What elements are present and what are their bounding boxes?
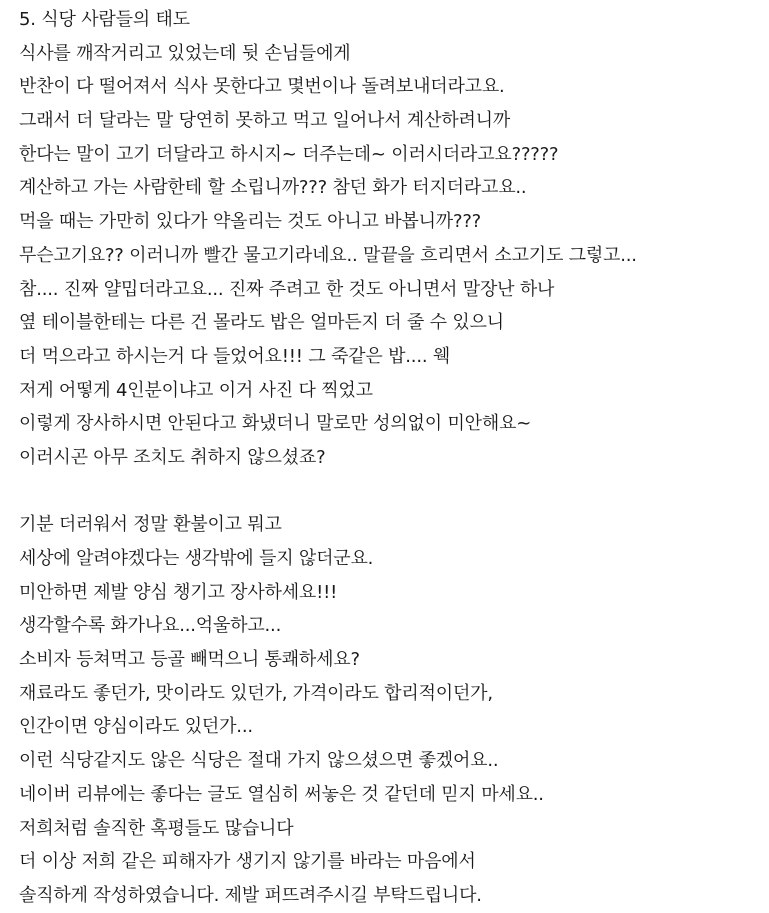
paragraph-1	[19, 37, 764, 475]
text-line: 저희처럼 솔직한 혹평들도 많습니다	[19, 817, 294, 839]
text-line: 그래서 더 달라는 말 당연히 못하고 먹고 일어나서 계산하려니까	[19, 110, 511, 132]
text-line: 솔직하게 작성하였습니다. 제발 퍼뜨려주시길 부탁드립니다.	[19, 884, 482, 906]
text-line: 세상에 알려야겠다는 생각밖에 들지 않더군요.	[19, 548, 374, 569]
post-heading: 5. 식당 사람들의 태도	[19, 9, 190, 30]
text-line: 미안하면 제발 양심 챙기고 장사하세요!!!	[19, 581, 338, 603]
text-line: 네이버 리뷰에는 좋다는 글도 열심히 써놓은 것 같던데 믿지 마세요..	[19, 783, 544, 805]
text-line: 식사를 깨작거리고 있었는데 뒷 손님들에게	[19, 42, 351, 64]
text-line: 이러시곤 아무 조치도 취하지 않으셨죠?	[19, 446, 326, 468]
text-line: 이런 식당같지도 않은 식당은 절대 가지 않으셨으면 좋겠어요..	[19, 750, 499, 772]
text-line: 생각할수록 화가나요...억울하고...	[19, 615, 282, 637]
text-line: 더 먹으라고 하시는거 다 들었어요!!! 그 죽같은 밥.... 웩	[19, 345, 451, 367]
post-body	[19, 3, 764, 913]
text-line: 인간이면 양심이라도 있던가...	[19, 716, 253, 738]
text-line: 저게 어떻게 4인분이냐고 이거 사진 다 찍었고	[19, 379, 373, 401]
text-line: 옆 테이블한테는 다른 건 몰라도 밥은 얼마든지 더 줄 수 있으니	[19, 312, 504, 334]
text-line: 더 이상 저희 같은 피해자가 생기지 않기를 바라는 마음에서	[19, 851, 476, 873]
text-line: 무슨고기요?? 이러니까 빨간 물고기라네요.. 말끝을 흐리면서 소고기도 그렇고...	[19, 244, 637, 266]
paragraph-spacer	[19, 475, 764, 509]
text-line: 반찬이 다 떨어져서 식사 못한다고 몇번이나 돌려보내더라고요.	[19, 76, 505, 98]
text-line: 소비자 등쳐먹고 등골 빼먹으니 통쾌하세요?	[19, 649, 360, 671]
text-line: 계산하고 가는 사람한테 할 소립니까??? 참던 화가 터지더라고요..	[19, 177, 527, 199]
text-line: 참.... 진짜 얄밉더라고요... 진짜 주려고 한 것도 아니면서 말장난 하나	[19, 278, 555, 300]
text-line: 재료라도 좋던가, 맛이라도 있던가, 가격이라도 합리적이던가,	[19, 682, 493, 704]
paragraph-2	[19, 508, 764, 912]
text-line: 한다는 말이 고기 더달라고 하시지~ 더주는데~ 이러시더라고요?????	[19, 143, 559, 165]
text-line: 먹을 때는 가만히 있다가 약올리는 것도 아니고 바봅니까???	[19, 211, 482, 233]
text-line: 이렇게 장사하시면 안된다고 화냈더니 말로만 성의없이 미안해요~	[19, 413, 532, 435]
text-line: 기분 더러워서 정말 환불이고 뭐고	[19, 514, 282, 536]
